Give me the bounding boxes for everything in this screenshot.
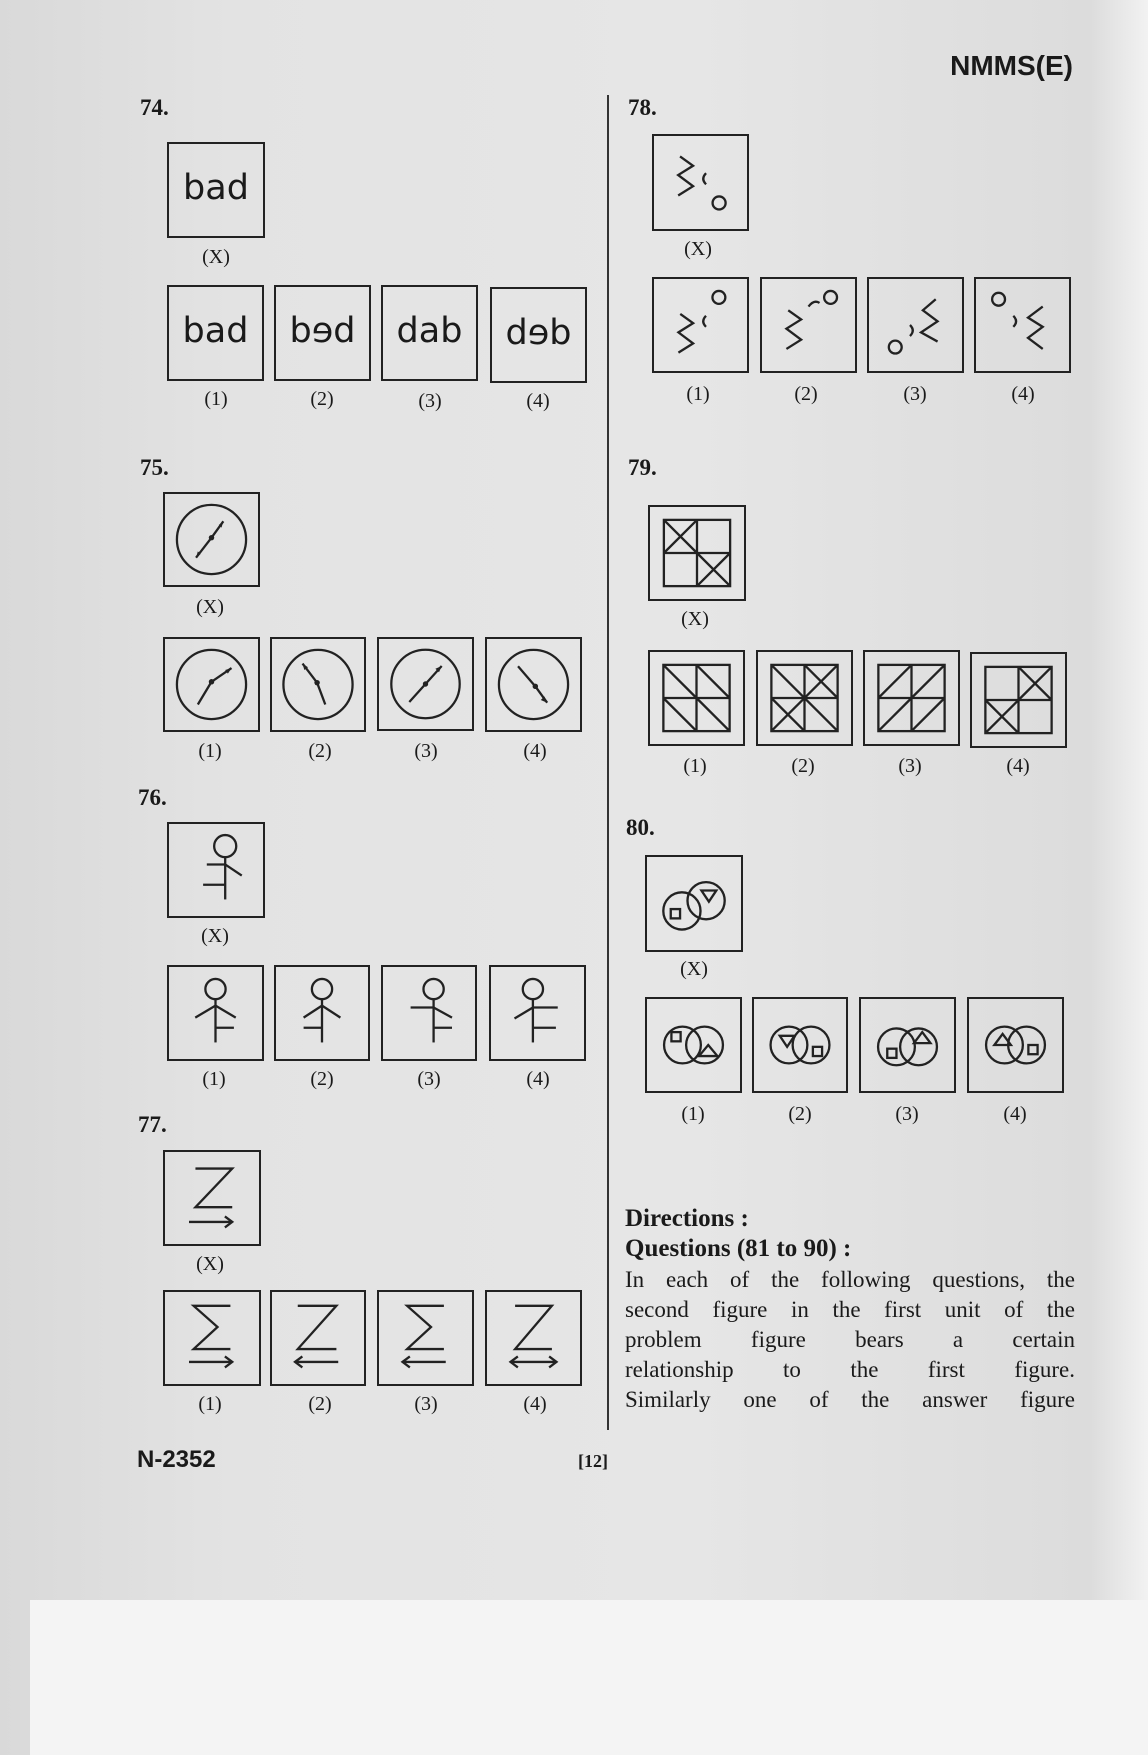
q75-option-3[interactable] (377, 637, 474, 731)
q76-x-label: (X) (201, 925, 229, 947)
q74-option-4-word: dɘb (505, 312, 572, 353)
q79-label-3: (3) (898, 755, 922, 777)
question-number-80: 80. (626, 815, 655, 840)
q74-label-3: (3) (418, 390, 442, 412)
zigzag-circle-figure (654, 136, 747, 229)
q80-label-1: (1) (681, 1103, 705, 1125)
overlapping-circles-figure (861, 999, 954, 1091)
q75-x-label: (X) (196, 596, 224, 618)
q80-option-3[interactable] (859, 997, 956, 1093)
sigma-arrow-figure (165, 1292, 259, 1384)
clock-diagram (487, 639, 580, 730)
q75-option-2[interactable] (270, 637, 366, 732)
stick-figure (383, 967, 475, 1059)
overlapping-circles-figure (754, 999, 846, 1091)
q74-option-3[interactable] (381, 285, 478, 381)
q76-label-2: (2) (310, 1068, 334, 1090)
q79-option-1[interactable] (648, 650, 745, 746)
q77-option-1[interactable] (163, 1290, 261, 1386)
q78-option-3[interactable] (867, 277, 964, 373)
exam-code-header: NMMS(E) (950, 50, 1073, 81)
q79-label-4: (4) (1006, 755, 1030, 777)
q80-problem-figure (645, 855, 743, 952)
question-number-79: 79. (628, 455, 657, 480)
q77-label-4: (4) (523, 1393, 547, 1415)
q79-x-label: (X) (681, 608, 709, 630)
q78-label-4: (4) (1011, 383, 1035, 405)
q75-label-3: (3) (414, 740, 438, 762)
q74-label-4: (4) (526, 390, 550, 412)
q77-x-label: (X) (196, 1253, 224, 1275)
sigma-arrow-figure (379, 1292, 472, 1384)
zigzag-circle-figure (654, 279, 747, 371)
q79-label-2: (2) (791, 755, 815, 777)
clock-diagram (165, 639, 258, 730)
q78-label-1: (1) (686, 383, 710, 405)
q80-x-label: (X) (680, 958, 708, 980)
q75-label-1: (1) (198, 740, 222, 762)
q76-option-3[interactable] (381, 965, 477, 1061)
q74-option-3-word: dab (396, 310, 463, 351)
q77-option-4[interactable] (485, 1290, 582, 1386)
q80-option-1[interactable] (645, 997, 742, 1093)
q76-problem-figure (167, 822, 265, 918)
q77-option-3[interactable] (377, 1290, 474, 1386)
q74-option-4[interactable] (490, 287, 587, 383)
q80-label-4: (4) (1003, 1103, 1027, 1125)
zigzag-circle-figure (976, 279, 1069, 371)
q78-option-4[interactable] (974, 277, 1071, 373)
q75-label-2: (2) (308, 740, 332, 762)
question-number-77: 77. (138, 1112, 167, 1137)
clock-diagram (165, 494, 258, 585)
overlapping-circles-figure (647, 857, 741, 950)
q79-option-4[interactable] (970, 652, 1067, 748)
question-number-74: 74. (140, 95, 169, 120)
q77-problem-figure (163, 1150, 261, 1246)
zigzag-circle-figure (869, 279, 962, 371)
stick-figure (169, 967, 262, 1059)
directions-subtitle: Questions (81 to 90) : (625, 1235, 852, 1262)
grid-pattern-figure (758, 652, 851, 744)
directions-line: Similarly one of the answer figure (625, 1387, 1075, 1412)
q76-option-2[interactable] (274, 965, 370, 1061)
directions-line: problem figure bears a certain (625, 1327, 1075, 1352)
q80-label-2: (2) (788, 1103, 812, 1125)
question-number-76: 76. (138, 785, 167, 810)
paper-code: N-2352 (137, 1446, 216, 1473)
clock-diagram (379, 639, 472, 729)
q79-option-2[interactable] (756, 650, 853, 746)
q76-option-1[interactable] (167, 965, 264, 1061)
grid-pattern-figure (650, 652, 743, 744)
q78-label-3: (3) (903, 383, 927, 405)
q74-option-2[interactable] (274, 285, 371, 381)
q78-label-2: (2) (794, 383, 818, 405)
directions-line: relationship to the first figure. (625, 1357, 1075, 1382)
overlapping-circles-figure (647, 999, 740, 1091)
q74-option-1-word: bad (182, 310, 249, 351)
q77-label-2: (2) (308, 1393, 332, 1415)
directions-body (625, 1265, 1075, 1415)
stick-figure (169, 824, 263, 916)
q74-option-1[interactable] (167, 285, 264, 381)
q80-option-2[interactable] (752, 997, 848, 1093)
q74-problem-figure (167, 142, 265, 238)
q79-option-3[interactable] (863, 650, 960, 746)
grid-pattern-figure (650, 507, 744, 599)
q77-option-2[interactable] (270, 1290, 366, 1386)
grid-pattern-figure (865, 652, 958, 744)
directions-line: In each of the following questions, the (625, 1267, 1075, 1292)
q74-problem-word: bad (183, 167, 249, 208)
q74-x-label: (X) (202, 246, 230, 268)
q74-option-2-word: bɘd (289, 310, 356, 351)
q80-label-3: (3) (895, 1103, 919, 1125)
q74-label-1: (1) (204, 388, 228, 410)
z-arrow-figure (165, 1152, 259, 1244)
q77-label-3: (3) (414, 1393, 438, 1415)
q78-option-2[interactable] (760, 277, 857, 373)
clock-diagram (272, 639, 364, 730)
column-divider (607, 95, 609, 1430)
q76-option-4[interactable] (489, 965, 586, 1061)
q76-label-4: (4) (526, 1068, 550, 1090)
question-number-75: 75. (140, 455, 169, 480)
q74-label-2: (2) (310, 388, 334, 410)
q78-x-label: (X) (684, 238, 712, 260)
z-arrow-figure (487, 1292, 580, 1384)
q78-problem-figure (652, 134, 749, 231)
stick-figure (276, 967, 368, 1059)
q75-option-4[interactable] (485, 637, 582, 732)
zigzag-circle-figure (762, 279, 855, 371)
z-arrow-figure (272, 1292, 364, 1384)
question-number-78: 78. (628, 95, 657, 120)
directions-title: Directions : (625, 1205, 749, 1232)
q79-label-1: (1) (683, 755, 707, 777)
q77-label-1: (1) (198, 1393, 222, 1415)
page-number: [12] (578, 1451, 608, 1471)
q75-option-1[interactable] (163, 637, 260, 732)
stick-figure (491, 967, 584, 1059)
grid-pattern-figure (972, 654, 1065, 746)
q79-problem-figure (648, 505, 746, 601)
q78-option-1[interactable] (652, 277, 749, 373)
q75-problem-figure (163, 492, 260, 587)
paper-edge (30, 1600, 1148, 1755)
directions-line: second figure in the first unit of the (625, 1297, 1075, 1322)
q75-label-4: (4) (523, 740, 547, 762)
q76-label-3: (3) (417, 1068, 441, 1090)
overlapping-circles-figure (969, 999, 1062, 1091)
q76-label-1: (1) (202, 1068, 226, 1090)
q80-option-4[interactable] (967, 997, 1064, 1093)
